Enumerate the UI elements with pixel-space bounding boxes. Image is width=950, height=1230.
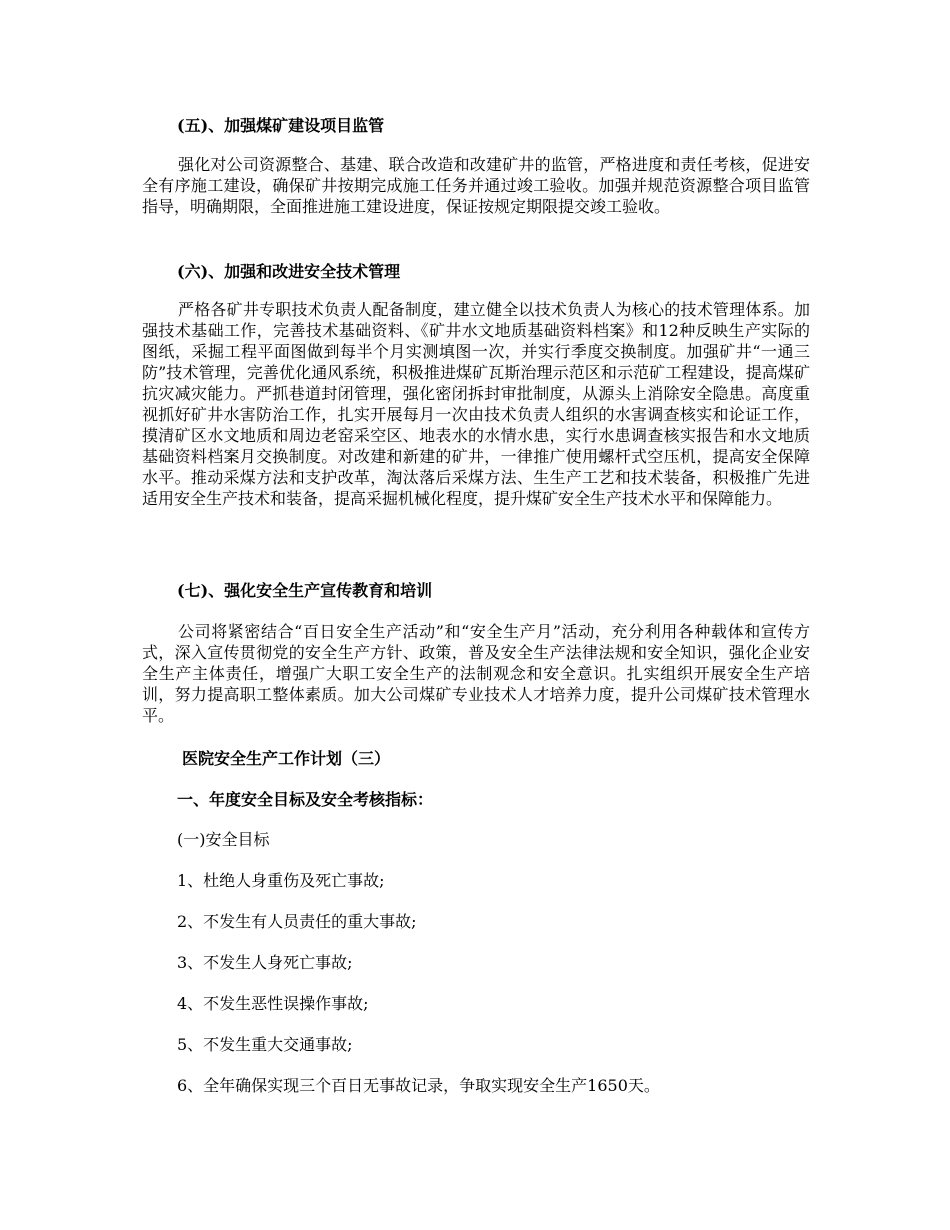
plan-title: 医院安全生产工作计划（三） [182,749,391,768]
section-5-body: 强化对公司资源整合、基建、联合改造和改建矿井的监管，严格进度和责任考核，促进安全有序施工建设，确保矿井按期完成施工任务并通过竣工验收。加强并规范资源整合项目监管指导，明确期限，全面推进施工建设进度，保证按规定期限提交竣工验收。 [142,155,810,216]
goal-item-3: 3、不发生人身死亡事故; [177,953,353,972]
plan-heading-1: 一、年度安全目标及安全考核指标： [177,790,434,809]
goal-item-2: 2、不发生有人员责任的重大事故; [177,912,417,931]
plan-subheading-safety-goals: (一)安全目标 [177,830,270,849]
section-5-heading: (五)、加强煤矿建设项目监管 [177,116,385,135]
goal-item-1: 1、杜绝人身重伤及死亡事故; [177,871,385,890]
section-6-heading: (六)、加强和改进安全技术管理 [177,262,401,281]
goal-item-4: 4、不发生恶性误操作事故; [177,994,369,1013]
section-6-body: 严格各矿井专职技术负责人配备制度，建立健全以技术负责人为核心的技术管理体系。加强技术基础工作，完善技术基础资料、《矿井水文地质基础资料档案》和12种反映生产实际的图纸，采掘工程平面图做到每半个月实测填图一次，并实行季度交换制度。加强矿井“一通三防”技术管理，完善优化通风系统，积极推进煤矿瓦斯治理示范区和示范矿工程建设，提高煤矿抗灾减灾能力。严抓巷道封闭管理，强化密闭拆封审批制度，从源头上消除安全隐患。高度重视抓好矿井水害防治工作，扎实开展每月一次由技术负责人组织的水害调查核实和论证工作，摸清矿区水文地质和周边老窑采空区、地表水的水情水患，实行水患调查核实报告和水文地质基础资料档案月交换制度。对改建和新建的矿井，一律推广使用螺杆式空压机，提高安全保障水平。推动采煤方法和支护改革，淘汰落后采煤方法、生生产工艺和技术装备，积极推广先进适用安全生产技术和装备，提高采掘机械化程度，提升煤矿安全生产技术水平和保障能力。 [142,300,810,508]
goal-item-6: 6、全年确保实现三个百日无事故记录，争取实现安全生产1650天。 [177,1076,660,1095]
section-7-heading: (七)、强化安全生产宣传教育和培训 [177,581,433,600]
goal-item-5: 5、不发生重大交通事故; [177,1035,353,1054]
section-7-body: 公司将紧密结合“百日安全生产活动”和“安全生产月”活动，充分利用各种载体和宣传方式，深入宣传贯彻党的安全生产方针、政策，普及安全生产法律法规和安全知识，强化企业安全生产主体责任，增强广大职工安全生产的法制观念和安全意识。扎实组织开展安全生产培训，努力提高职工整体素质。加大公司煤矿专业技术人才培养力度，提升公司煤矿技术管理水平。 [142,622,810,725]
